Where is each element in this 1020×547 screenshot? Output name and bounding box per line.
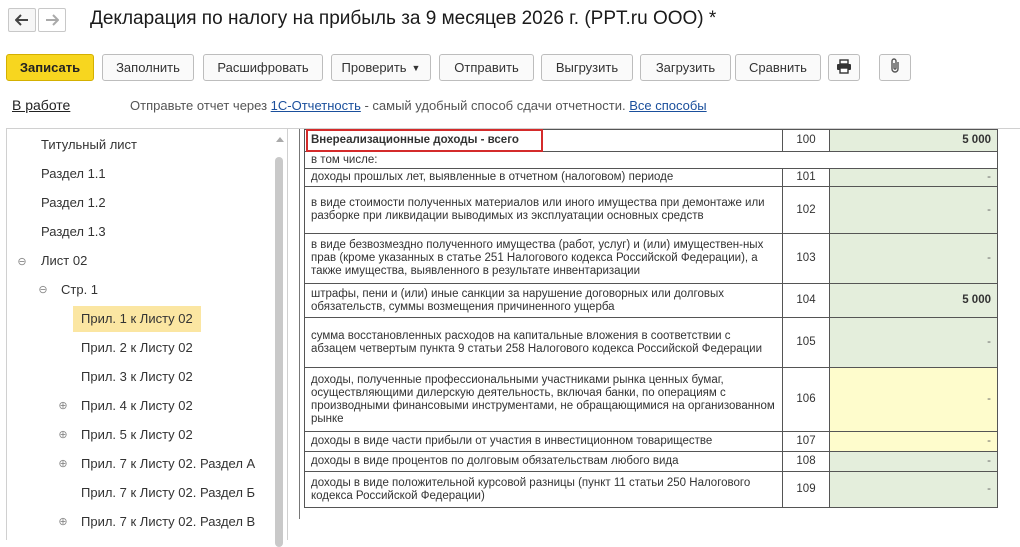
- compare-button[interactable]: Сравнить: [735, 54, 821, 81]
- info-message: [130, 98, 707, 113]
- table-row: [305, 452, 998, 472]
- income-table: [304, 129, 998, 508]
- table-row: [305, 234, 998, 284]
- table-row: [305, 368, 998, 432]
- paperclip-icon: [888, 58, 902, 77]
- table-row: [305, 130, 998, 152]
- row-label: штрафы, пени и (или) иные санкции за нарушение договорных или долговых обязательств, суммы возмещения причиненного ущерба: [305, 284, 783, 318]
- expand-icon[interactable]: ⊕: [58, 516, 68, 528]
- row-code: 106: [783, 368, 830, 432]
- tree-item-app-7b[interactable]: Прил. 7 к Листу 02. Раздел Б: [81, 485, 256, 500]
- row-code: 103: [783, 234, 830, 284]
- value-cell[interactable]: -: [830, 368, 998, 432]
- printer-icon: [836, 59, 852, 77]
- expand-icon[interactable]: ⊕: [58, 429, 68, 441]
- form-divider: [299, 129, 300, 519]
- export-button[interactable]: Выгрузить: [541, 54, 633, 81]
- collapse-icon[interactable]: ⊖: [17, 256, 27, 268]
- value-cell[interactable]: -: [830, 452, 998, 472]
- back-button[interactable]: [8, 8, 36, 32]
- value-cell[interactable]: 5 000: [830, 130, 998, 152]
- tree-item-page-1[interactable]: Стр. 1: [61, 282, 99, 297]
- table-row: [305, 152, 998, 169]
- scroll-thumb[interactable]: [275, 157, 283, 547]
- tree-item-app-3[interactable]: Прил. 3 к Листу 02: [81, 369, 193, 384]
- table-row: [305, 169, 998, 187]
- table-row: [305, 432, 998, 452]
- table-row: [305, 187, 998, 234]
- info-bar: [12, 97, 707, 113]
- row-label: доходы в виде части прибыли от участия в инвестиционном товариществе: [305, 432, 783, 452]
- tree-item-app-7v[interactable]: Прил. 7 к Листу 02. Раздел В: [81, 514, 256, 529]
- attach-button[interactable]: [879, 54, 911, 81]
- table-row: [305, 472, 998, 508]
- row-label: доходы, полученные профессиональными участниками рынка ценных бумаг, осуществляющими дилерскую деятельность, включая банки, по операциям с производными финансовыми инструментами, не обращающимися на организованном рынке: [305, 368, 783, 432]
- collapse-icon[interactable]: ⊖: [38, 284, 48, 296]
- tree-item-title-page[interactable]: Титульный лист: [41, 137, 138, 152]
- row-label: Внереализационные доходы - всего: [305, 130, 783, 152]
- row-label: доходы прошлых лет, выявленные в отчетном (налоговом) периоде: [305, 169, 783, 187]
- value-cell[interactable]: -: [830, 318, 998, 368]
- row-code: 102: [783, 187, 830, 234]
- row-label: доходы в виде процентов по долговым обязательствам любого вида: [305, 452, 783, 472]
- window-title: Декларация по налогу на прибыль за 9 месяцев 2026 г. (PPT.ru ООО) *: [90, 8, 717, 29]
- decode-button[interactable]: Расшифровать: [203, 54, 323, 81]
- arrow-left-icon: [15, 14, 29, 26]
- all-methods-link[interactable]: Все способы: [629, 98, 707, 113]
- table-row: [305, 318, 998, 368]
- row-code: 107: [783, 432, 830, 452]
- tree-item-app-1[interactable]: Прил. 1 к Листу 02: [73, 306, 201, 332]
- check-button-label: Проверить: [341, 60, 407, 75]
- row-label: сумма восстановленных расходов на капитальные вложения в соответствии с абзацем четвертым пункта 9 статьи 258 Налогового кодекса Российской Федерации: [305, 318, 783, 368]
- tree-item-section-1-3[interactable]: Раздел 1.3: [41, 224, 106, 239]
- tree-item-app-4[interactable]: Прил. 4 к Листу 02: [81, 398, 193, 413]
- tree-item-section-1-1[interactable]: Раздел 1.1: [41, 166, 106, 181]
- print-button[interactable]: [828, 54, 860, 81]
- row-code: 101: [783, 169, 830, 187]
- row-code: 109: [783, 472, 830, 508]
- chevron-down-icon: ▼: [411, 62, 421, 73]
- tree-scrollbar[interactable]: [275, 137, 283, 541]
- info-message-after: - самый удобный способ сдачи отчетности.: [360, 98, 630, 113]
- status-link[interactable]: В работе: [12, 97, 71, 113]
- row-label: в виде безвозмездно полученного имущества (работ, услуг) и (или) имуществен-ных прав (кроме указанных в статье 251 Налогового кодекса Российской Федерации), а также имущества, выявленного в результате инвентаризации: [305, 234, 783, 284]
- table-row: [305, 284, 998, 318]
- subheader: в том числе:: [305, 152, 998, 169]
- value-cell[interactable]: -: [830, 432, 998, 452]
- value-cell[interactable]: -: [830, 234, 998, 284]
- value-cell[interactable]: -: [830, 169, 998, 187]
- expand-icon[interactable]: ⊕: [58, 400, 68, 412]
- fill-button[interactable]: Заполнить: [102, 54, 194, 81]
- scroll-up-icon[interactable]: [276, 137, 284, 142]
- expand-icon[interactable]: ⊕: [58, 458, 68, 470]
- row-label: доходы в виде положительной курсовой разницы (пункт 11 статьи 250 Налогового кодекса Российской Федерации): [305, 472, 783, 508]
- import-button[interactable]: Загрузить: [640, 54, 731, 81]
- row-code: 104: [783, 284, 830, 318]
- forward-button[interactable]: [38, 8, 66, 32]
- value-cell[interactable]: -: [830, 472, 998, 508]
- sections-tree: [6, 128, 288, 540]
- tree-item-sheet-02[interactable]: Лист 02: [41, 253, 88, 268]
- save-button[interactable]: Записать: [6, 54, 94, 81]
- tree-item-section-1-2[interactable]: Раздел 1.2: [41, 195, 106, 210]
- value-cell[interactable]: 5 000: [830, 284, 998, 318]
- row-code: 105: [783, 318, 830, 368]
- tree-item-app-2[interactable]: Прил. 2 к Листу 02: [81, 340, 193, 355]
- tree-item-app-7a[interactable]: Прил. 7 к Листу 02. Раздел А: [81, 456, 256, 471]
- arrow-right-icon: [45, 14, 59, 26]
- value-cell[interactable]: -: [830, 187, 998, 234]
- row-code: 108: [783, 452, 830, 472]
- row-label: в виде стоимости полученных материалов или иного имущества при демонтаже или разборке при ликвидации выводимых из эксплуатации основных средств: [305, 187, 783, 234]
- check-button[interactable]: [331, 54, 431, 81]
- service-link[interactable]: 1С-Отчетность: [270, 98, 361, 113]
- info-message-before: Отправьте отчет через: [130, 98, 271, 113]
- tree-item-app-5[interactable]: Прил. 5 к Листу 02: [81, 427, 193, 442]
- send-button[interactable]: Отправить: [439, 54, 534, 81]
- row-code: 100: [783, 130, 830, 152]
